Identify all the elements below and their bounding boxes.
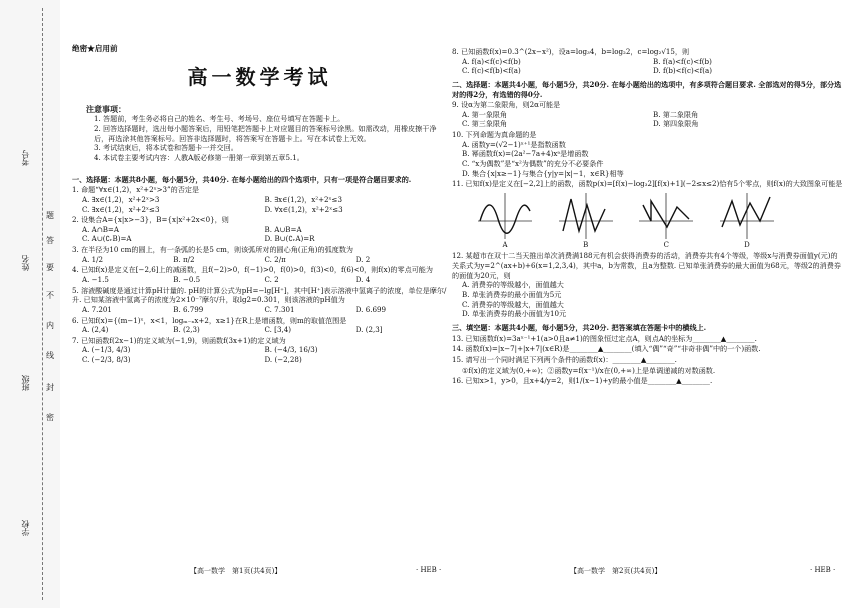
graph-axes	[639, 193, 693, 239]
option: A. (2,4)	[82, 325, 109, 335]
graph-option	[557, 191, 615, 251]
footer-mark-1: · HEB ·	[416, 566, 442, 574]
option: B. −0.5	[173, 274, 201, 284]
option: A. A∩B=A	[82, 224, 119, 234]
seal-char: 答	[46, 236, 54, 245]
option: D. 单张消费券的最小面值为10元	[462, 309, 567, 319]
page-2	[452, 46, 844, 386]
option: C. 2	[264, 274, 279, 284]
seal-char: 不	[46, 291, 54, 300]
question	[72, 286, 447, 315]
seal-char: 要	[46, 263, 54, 272]
option-list	[72, 305, 447, 315]
fill-question: 14. 函数f(x)=|x−7|+|x+7|(x∈R)是________▲________(填入“偶”“奇”“非奇非偶”中的一个)函数.	[452, 344, 761, 354]
fill-list	[452, 334, 844, 386]
notice-item: 1. 答题前，考生务必将自己的姓名、考生号、考场号、座位号填写在答题卡上。	[94, 114, 345, 124]
fill-question-condition: ①f(x)的定义域为(0,+∞)；②函数y=f(x⁻¹)/x在(0,+∞)上是单调递减的对数函数.	[462, 365, 716, 375]
option: C. [3,4)	[264, 325, 292, 335]
graph-option-label: C	[663, 240, 669, 249]
option: A. 1/2	[82, 254, 104, 264]
graph-option	[476, 191, 534, 251]
function-graph	[718, 191, 776, 241]
question-stem: 5. 溶液酸碱度是通过计算pH计量的. pH的计算公式为pH=−lg[H⁺]，其中[H⁺]表示溶液中氢离子的浓度，单位是摩尔/升. 已知某溶液中氢离子的浓度为2×10⁻⁷摩尔/升，取lg2=0.301，则该溶液的pH值为	[72, 285, 447, 305]
graph-options	[476, 191, 776, 251]
graph-curve	[563, 199, 605, 231]
fill-question: 13. 已知函数f(x)=3aˣ⁻¹+1(a>0且a≠1)的图象恒过定点A，则点A的坐标为________▲________.	[452, 333, 757, 343]
question-stem: 7. 已知函数f(2x−1)的定义域为(−1,9)，则函数f(3x+1)的定义域为	[72, 335, 286, 345]
option-list	[72, 195, 447, 214]
binding-strip	[0, 0, 60, 608]
option: D. f(b)<f(c)<f(a)	[653, 66, 713, 76]
seal-char: 内	[46, 321, 54, 330]
notice-list	[72, 114, 447, 162]
seal-char: 题	[46, 211, 54, 220]
option-list	[72, 325, 447, 335]
option: D. (−2,28)	[264, 355, 302, 365]
section-2-heading: 二、选择题：本题共4小题，每小题5分，共20分. 在每小题给出的选项中，有多项符合题目要求. 全部选对的得5分，部分选对的得2分，有选错的得0分.	[452, 79, 842, 99]
option: B. ∃x∈(1,2)，x²+2ˣ≤3	[264, 194, 342, 204]
option: D. 2	[355, 254, 371, 264]
option: D. ∀x∈(1,2)，x²+2ˣ≤3	[264, 204, 343, 214]
question-stem: 1. 命题“∀x∈(1,2)，x²+2ˣ>3”的否定是	[72, 185, 200, 195]
footer-page-2: 【高一数学 第2页(共4页)】	[570, 567, 662, 575]
option: C. ∃x∈(1,2)，x²+2ˣ≤3	[82, 204, 160, 214]
section-3-heading: 三、填空题：本题共4小题，每小题5分，共20分. 把答案填在答题卡中的横线上.	[452, 322, 707, 332]
function-graph	[637, 191, 695, 241]
question	[452, 100, 844, 129]
option: A. (−1/3, 4/3)	[82, 345, 131, 355]
option: B. 第二象限角	[653, 109, 699, 119]
question-stem: 3. 在半径为10 cm的圆上，有一条弧的长是5 cm，则该弧所对的圆心角(正角)的弧度数为	[72, 245, 354, 255]
option: D. 6.699	[355, 304, 387, 314]
option: B. (2,3)	[173, 325, 200, 335]
footer-mark-2: · HEB ·	[810, 566, 836, 574]
option: D. (2,3]	[355, 325, 383, 335]
graph-option-label: B	[583, 240, 589, 249]
option: C. A∪(∁ᵣB)=A	[82, 234, 132, 244]
option: D. 集合{x|x≥−1}与集合{y|y=|x|−1，x∈R}相等	[462, 168, 624, 178]
seal-char: 线	[46, 351, 54, 360]
page-1	[72, 30, 447, 365]
page-title: 高一数学考试	[187, 65, 332, 90]
question-stem: 8. 已知函数f(x)=0.3^(2x−x²)，设a=log₃4，b=log₂2，c=log₂√15，则	[452, 47, 690, 56]
option: C. (−2/3, 8/3)	[82, 355, 131, 365]
option: A. −1.5	[82, 274, 109, 284]
seal-char: 密	[46, 413, 54, 422]
option: A. 消费券的等级越小，面值越大	[462, 280, 564, 290]
question-stem: 12. 某超市在双十二当天推出单次消费满188元有机会获得消费券的活动，消费券共有4个等级，等级x与消费券面值y(元)的关系式为y=2^(ax+b)+6(x=1,2,3,4)，其中a，b为常数，且a为整数. 已知单张消费券的最大面值为68元，等级2的消费券的面值为20元，则	[452, 251, 841, 280]
notice-item: 2. 回答选择题时，选出每小题答案后，用铅笔把答题卡上对应题目的答案标号涂黑。如需改动，用橡皮擦干净后，再选涂其他答案标号。回答非选择题时，将答案写在答题卡上。写在本试卷上无效。	[94, 124, 437, 143]
section-1-heading: 一、选择题：本题共8小题，每小题5分，共40分. 在每小题给出的四个选项中，只有一项是符合题目要求的.	[72, 174, 412, 184]
option: B. π/2	[173, 254, 195, 264]
function-graph	[557, 191, 615, 241]
option: A. 7.201	[82, 304, 112, 314]
question	[72, 185, 447, 214]
question	[452, 47, 844, 76]
option: A. f(a)<f(c)<f(b)	[462, 56, 521, 66]
option: B. A∪B=A	[264, 224, 302, 234]
option: A. 第一象限角	[462, 109, 508, 119]
graph-axes	[720, 193, 774, 239]
seal-line	[42, 8, 43, 600]
question-stem: 9. 设α为第二象限角，则2α可能是	[452, 100, 561, 110]
question-stem: 6. 已知f(x)={(m−1)ˣ，x<1，logₘ₋ₓx+2，x≥1}在R上是增函数，则m的取值范围是	[72, 315, 347, 325]
question-list-1	[72, 185, 447, 365]
graph-option	[718, 191, 776, 251]
option: B. 单张消费券的最小面值为5元	[462, 290, 562, 300]
option-list	[452, 280, 844, 319]
option: C. 2/π	[264, 254, 286, 264]
option-list	[72, 345, 447, 364]
confidential-label: 绝密★启用前	[72, 44, 118, 53]
binding-label-school: 学校	[21, 520, 30, 536]
question-stem: 4. 已知f(x)是定义在[−2,6]上的减函数，且f(−2)>0，f(−1)>0，f(0)>0，f(3)<0，f(6)<0，则f(x)的零点可能为	[72, 265, 433, 275]
binding-label-name: 姓名	[21, 255, 30, 271]
question	[452, 179, 844, 250]
fill-question: 15. 请写出一个同时满足下列两个条件的函数f(x)：________▲________.	[452, 354, 677, 364]
option: D. 第四象限角	[653, 119, 699, 129]
option: D. 4	[355, 274, 371, 284]
option: B. f(a)<f(c)<f(b)	[653, 56, 712, 66]
question	[452, 251, 844, 318]
seal-char: 封	[46, 383, 54, 392]
question-stem: 10. 下列命题为真命题的是	[452, 130, 537, 140]
option-list	[72, 255, 447, 265]
option: B. (−4/3, 16/3)	[264, 345, 318, 355]
question	[72, 245, 447, 264]
footer-page-1: 【高一数学 第1页(共4页)】	[190, 567, 282, 575]
option-list	[452, 140, 844, 179]
graph-option-label: D	[744, 240, 750, 249]
fill-question: 16. 已知x>1，y>0，且x+4/y=2，则1/(x−1)+y的最小值是________▲________.	[452, 376, 713, 386]
question	[72, 316, 447, 335]
option: B. 幂函数f(x)=(2a²−7a+4)xᵃ是增函数	[462, 149, 589, 159]
option: A. 函数y=(√2−1)ˣ⁺¹是指数函数	[462, 139, 566, 149]
notice-item: 3. 考试结束后，将本试卷和答题卡一并交回。	[94, 143, 238, 153]
notice-title: 注意事项：	[86, 103, 126, 114]
option: D. B∪(∁ᵣA)=R	[264, 234, 315, 244]
option: C. f(c)<f(b)<f(a)	[462, 66, 521, 76]
option-list	[72, 225, 447, 244]
option: C. 第三象限角	[462, 119, 508, 129]
option-list	[452, 110, 844, 129]
question-stem: 2. 设集合A={x|x>−3}，B={x|x²+2x<0}，则	[72, 215, 229, 225]
binding-label-class: 班级	[21, 375, 30, 391]
option: A. ∃x∈(1,2)，x²+2ˣ>3	[82, 194, 160, 204]
option: C. “x为偶数”是“x²为偶数”的充分不必要条件	[462, 159, 604, 169]
option-list	[452, 57, 844, 76]
function-graph	[476, 191, 534, 241]
graph-option-label: A	[502, 240, 508, 249]
notice-item: 4. 本试卷主要考试内容：人教A版必修第一册第一章到第五章5.1。	[94, 152, 304, 162]
question	[72, 215, 447, 244]
question	[72, 336, 447, 365]
option: C. 消费券的等级越大，面值越大	[462, 299, 564, 309]
binding-label-exam-number: 考号	[21, 150, 30, 166]
question	[452, 130, 844, 178]
question-list-2	[452, 100, 844, 319]
question	[72, 265, 447, 284]
graph-curve	[722, 197, 770, 227]
option: B. 6.799	[173, 304, 204, 314]
question-8	[452, 47, 844, 76]
graph-option	[637, 191, 695, 251]
option: C. 7.301	[264, 304, 295, 314]
question-stem: 11. 已知f(x)是定义在[−2,2]上的函数，函数p(x)=[f(x)−log₃2][f(x)+1](−2≤x≤2)恰有5个零点，则f(x)的大致图象可能是	[452, 179, 843, 189]
option-list	[72, 275, 447, 285]
